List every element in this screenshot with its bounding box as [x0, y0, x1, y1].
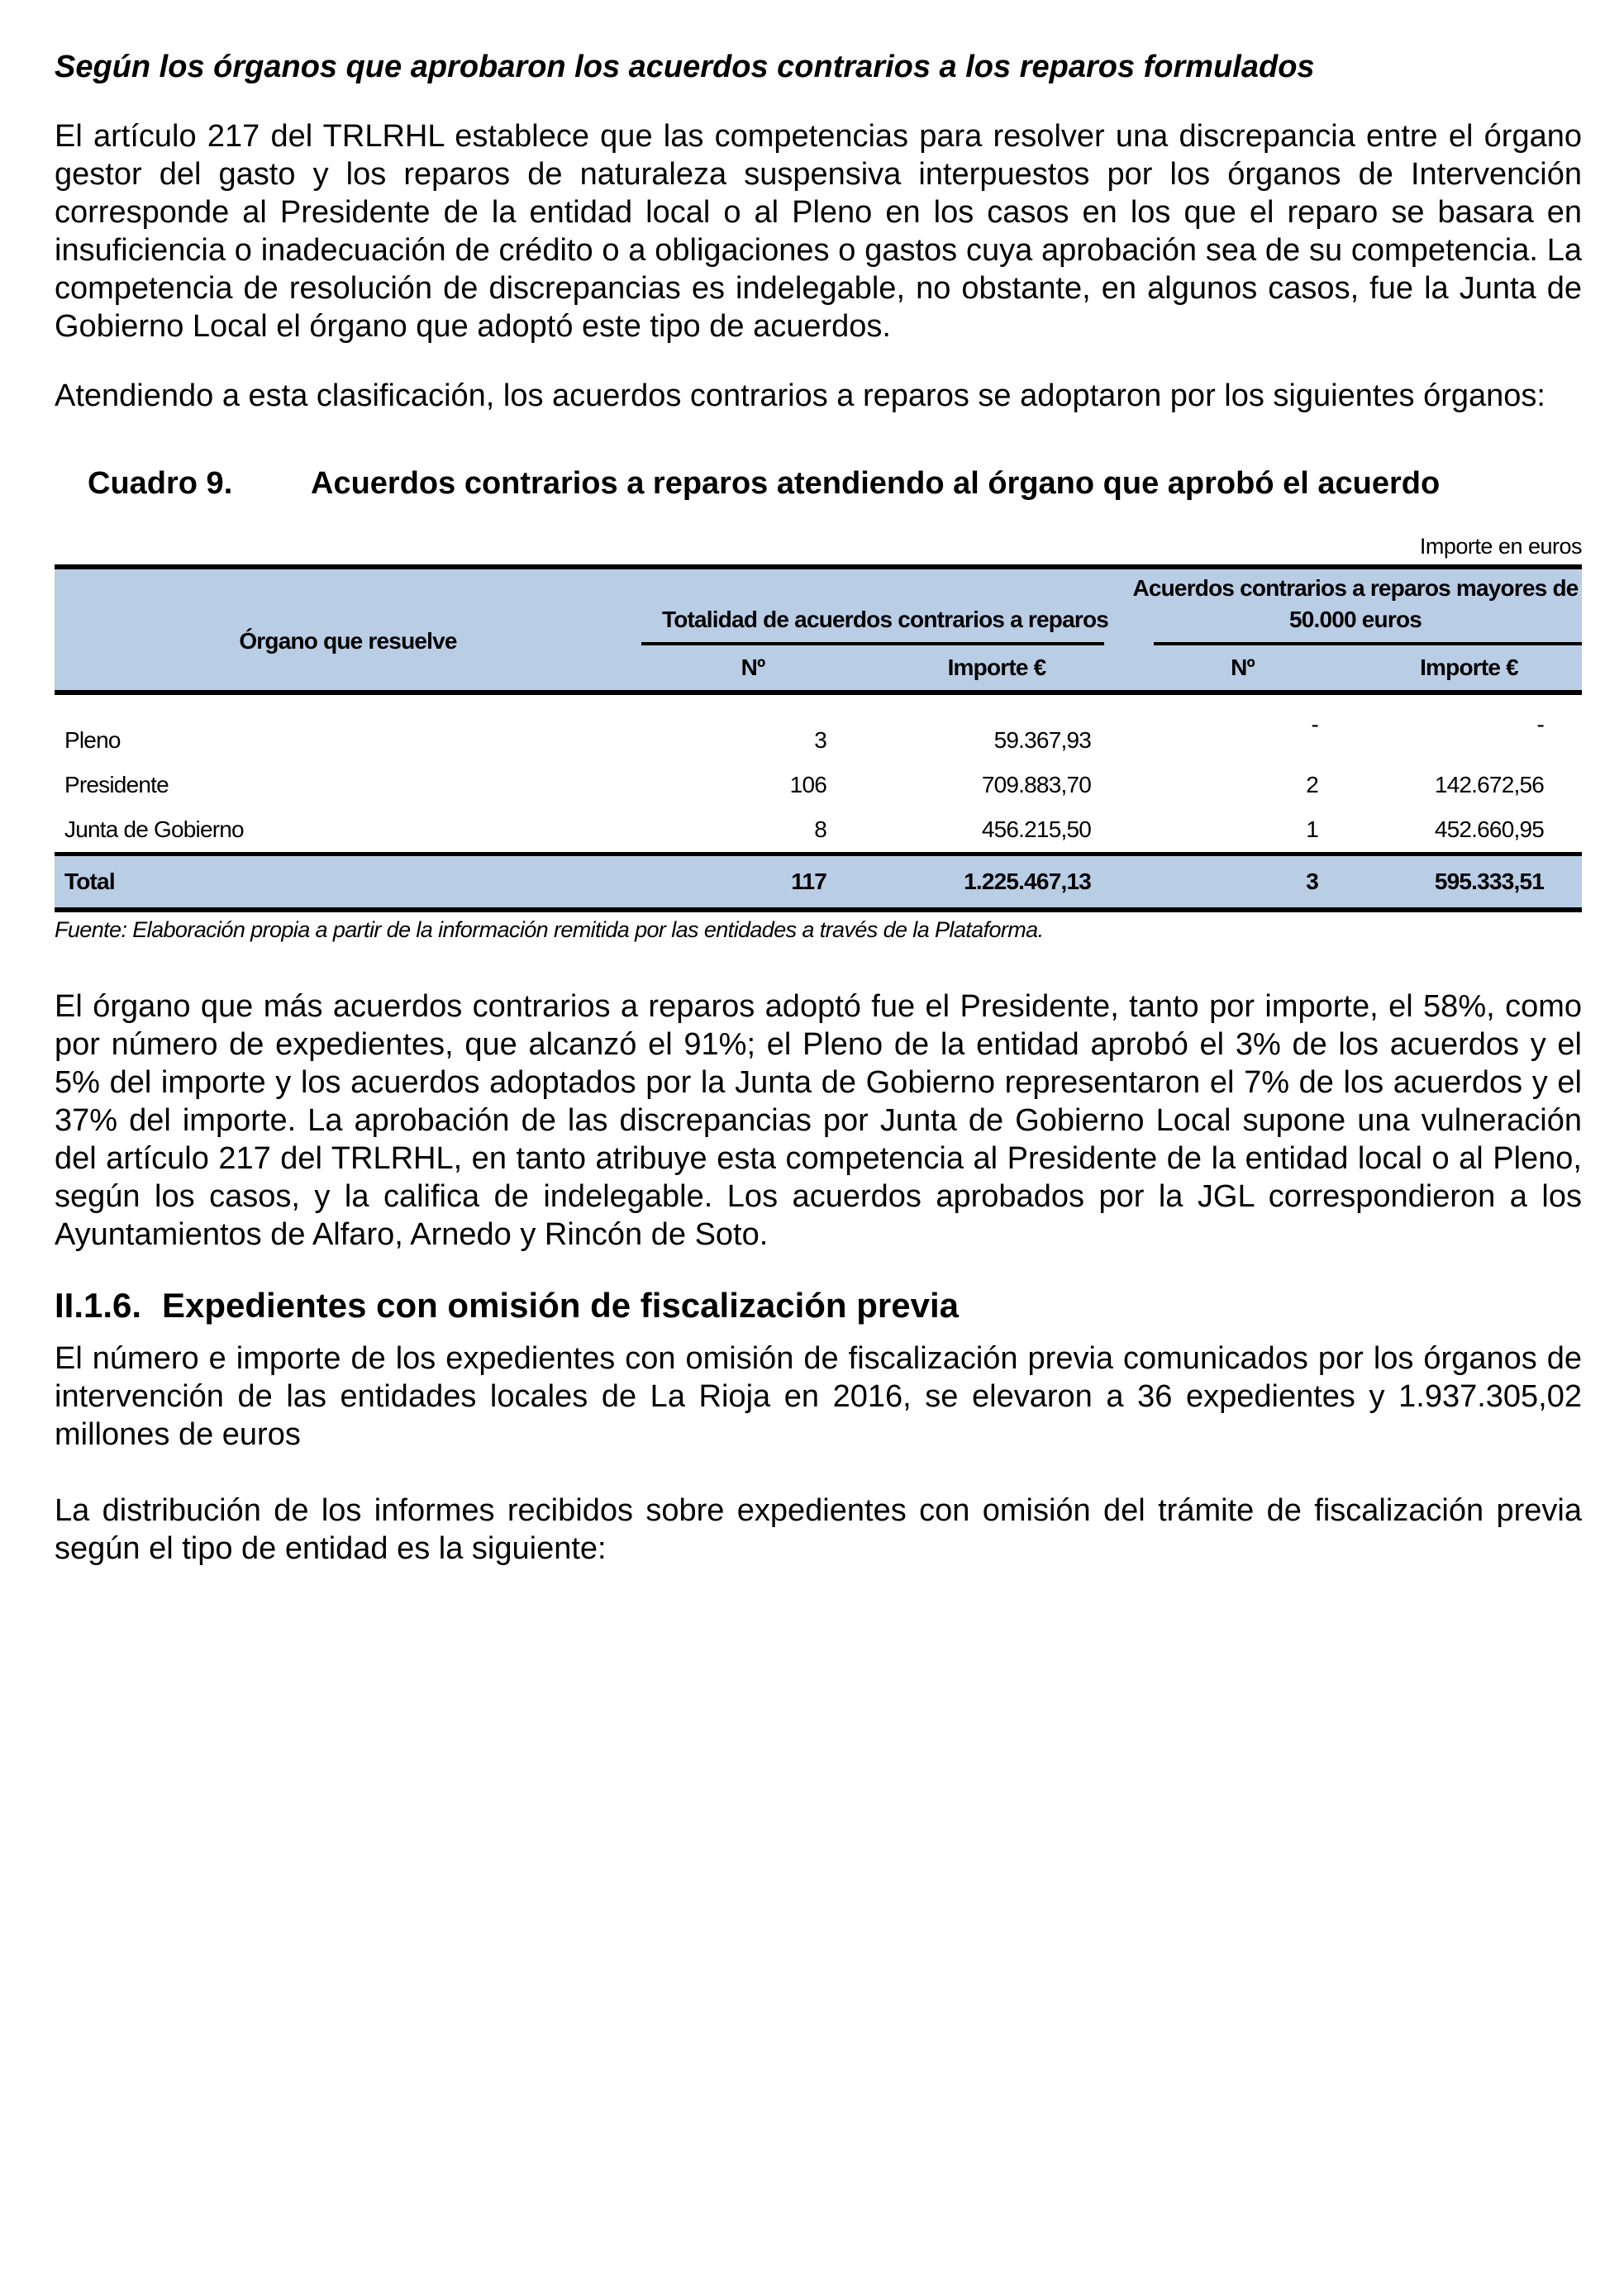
row-n-over: 2	[1306, 772, 1318, 797]
table-caption-number: Cuadro 9.	[88, 466, 233, 501]
row-n-total: 8	[814, 816, 826, 842]
paragraph-article-217: El artículo 217 del TRLRHL establece que las competencias para resolver una discrepancia entre el órgano gestor del gasto y los reparos de naturaleza suspensiva interpuestos por los órganos de Intervención corresponde al Presidente de la entidad local o al Pleno en los casos en los que el reparo se basara en insuficiencia o inadecuación de crédito o a obligaciones o gastos cuya aprobación sea de su competencia. La competencia de resolución de discrepancias es indelegable, no obstante, en algunos casos, fue la Junta de Gobierno Local el órgano que adoptó este tipo de acuerdos.	[55, 119, 1582, 344]
row-n-over: -	[1311, 712, 1318, 737]
header-n-over: Nº	[1129, 645, 1356, 692]
row-importe-over: 452.660,95	[1434, 816, 1544, 842]
row-importe-total: 456.215,50	[981, 816, 1091, 842]
header-importe-over: Importe €	[1356, 645, 1582, 692]
table-caption	[88, 464, 1582, 502]
table-source-note: Fuente: Elaboración propia a partir de la información remitida por las entidades a través de la Plataforma.	[55, 917, 1044, 942]
row-organ: Pleno	[64, 727, 121, 753]
total-importe-over: 595.333,51	[1356, 854, 1582, 911]
row-organ: Presidente	[64, 772, 169, 797]
paragraph-analysis: El órgano que más acuerdos contrarios a reparos adoptó fue el Presidente, tanto por importe, el 58%, como por número de expedientes, que alcanzó el 91%; el Pleno de la entidad aprobó el 3% de los acuerdos y el 5% del importe y los acuerdos adoptados por la Junta de Gobierno representaron el 7% de los acuerdos y el 37% del importe. La aprobación de las discrepancias por Junta de Gobierno Local supone una vulneración del artículo 217 del TRLRHL, en tanto atribuye esta competencia al Presidente de la entidad local o al Pleno, según los casos, y la califica de indelegable. Los acuerdos aprobados por la JGL correspondieron a los Ayuntamientos de Alfaro, Arnedo y Rincón de Soto.	[55, 989, 1582, 1252]
section-title: Expedientes con omisión de fiscalización previa	[162, 1286, 959, 1325]
section-number: II.1.6.	[55, 1286, 142, 1325]
header-group-over-50000: Acuerdos contrarios a reparos mayores de 50.000 euros	[1129, 567, 1582, 645]
row-importe-total: 59.367,93	[993, 727, 1091, 753]
row-importe-total: 709.883,70	[981, 772, 1091, 797]
paragraph-classification: Atendiendo a esta clasificación, los acuerdos contrarios a reparos se adoptaron por los siguientes órganos:	[55, 378, 1545, 413]
section-heading	[55, 1285, 1582, 1326]
total-label: Total	[55, 854, 641, 911]
row-importe-over: 142.672,56	[1434, 772, 1544, 797]
paragraph-distribution: La distribución de los informes recibidos sobre expedientes con omisión del trámite de fiscalización previa según el tipo de entidad es la siguiente:	[55, 1493, 1582, 1566]
table-caption-title: Acuerdos contrarios a reparos atendiendo al órgano que aprobó el acuerdo	[311, 466, 1441, 501]
header-n-total: Nº	[641, 645, 864, 692]
table-row	[55, 807, 1582, 854]
section-subtitle: Según los órganos que aprobaron los acuerdos contrarios a los reparos formulados	[55, 50, 1315, 84]
total-n-total: 117	[641, 854, 864, 911]
row-n-total: 106	[789, 772, 826, 797]
header-group-total: Totalidad de acuerdos contrarios a reparos	[641, 567, 1129, 645]
table-row	[55, 692, 1582, 763]
row-organ: Junta de Gobierno	[64, 816, 244, 842]
table-unit-note: Importe en euros	[1419, 534, 1582, 559]
header-importe-total: Importe €	[864, 645, 1129, 692]
row-n-total: 3	[814, 727, 826, 753]
paragraph-omission-count: El número e importe de los expedientes con omisión de fiscalización previa comunicados por los órganos de intervención de las entidades locales de La Rioja en 2016, se elevaron a 36 expedientes y 1.937.305,02 millones de euros	[55, 1341, 1582, 1452]
table-total-row	[55, 854, 1582, 911]
document-page	[55, 48, 1582, 1599]
agreements-table	[55, 564, 1582, 912]
total-importe-total: 1.225.467,13	[864, 854, 1129, 911]
header-organ: Órgano que resuelve	[55, 567, 641, 692]
row-n-over: 1	[1306, 816, 1318, 842]
table-row	[55, 763, 1582, 807]
total-n-over: 3	[1129, 854, 1356, 911]
row-importe-over: -	[1536, 712, 1544, 737]
